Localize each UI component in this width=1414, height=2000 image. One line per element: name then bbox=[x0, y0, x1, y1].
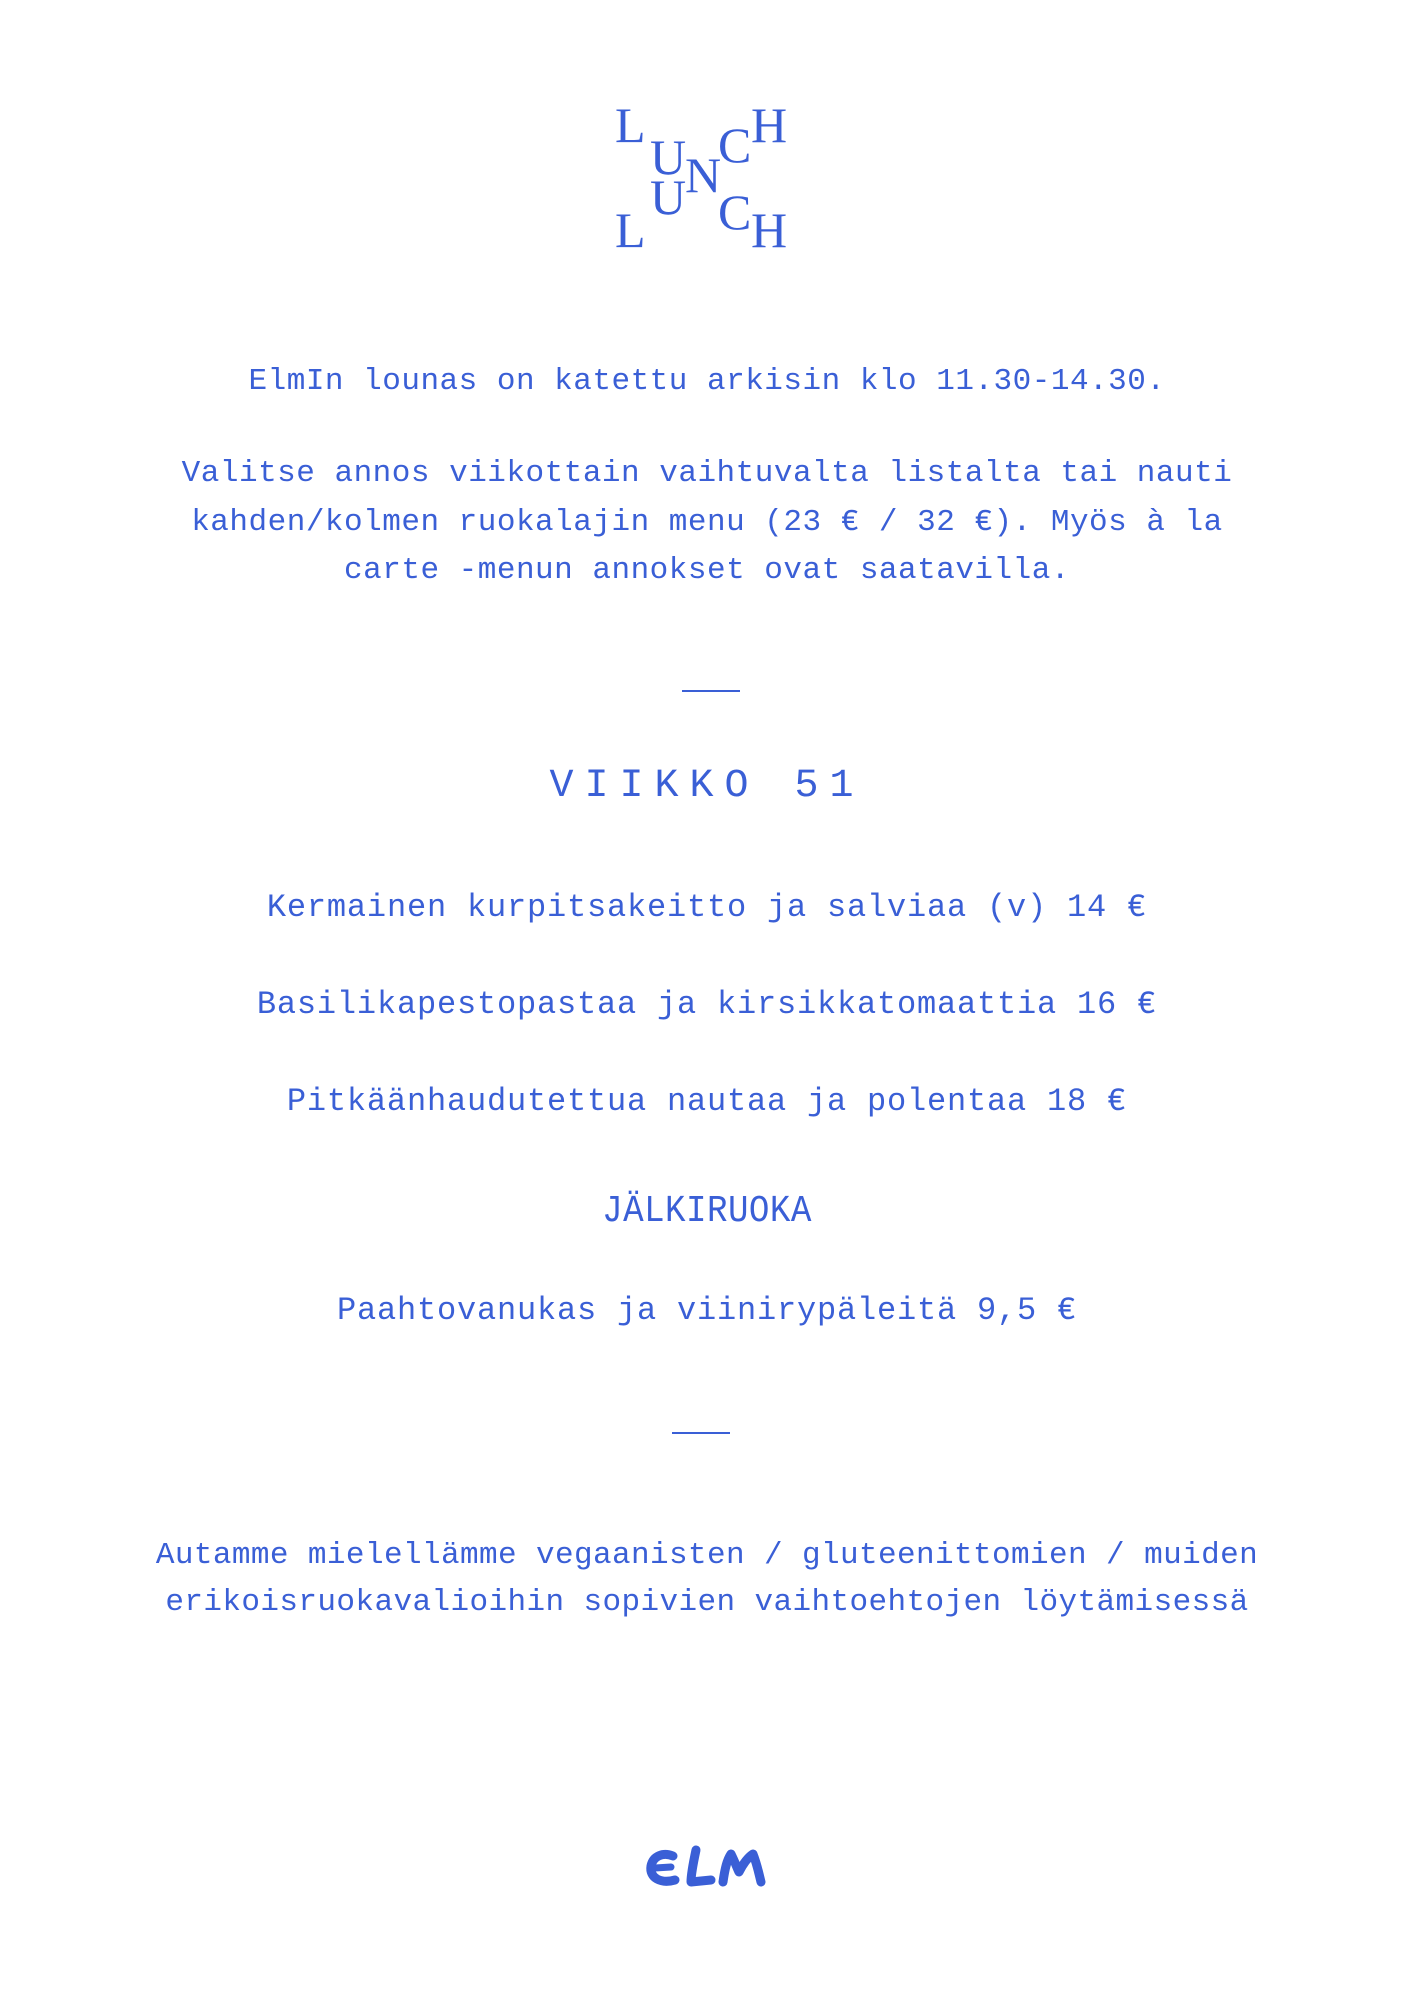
intro-line: kahden/kolmen ruokalajin menu (23 € / 32 €). Myös à la bbox=[191, 505, 1223, 540]
dessert-title: JÄLKIRUOKA bbox=[602, 1190, 812, 1233]
dietary-note: erikoisruokavalioihin sopivien vaihtoehtojen löytämisessä bbox=[165, 1585, 1249, 1620]
logo-letter: H bbox=[751, 202, 788, 258]
dietary-note: Autamme mielellämme vegaanisten / gluteenittomien / muiden bbox=[155, 1538, 1259, 1573]
logo-letter: L bbox=[615, 202, 646, 258]
intro-line: carte -menun annokset ovat saatavilla. bbox=[344, 553, 1070, 588]
divider bbox=[672, 1432, 730, 1434]
lunch-logo bbox=[615, 92, 815, 262]
logo-letter: C bbox=[718, 184, 752, 240]
dish-item: Basilikapestopastaa ja kirsikkatomaattia 16 € bbox=[256, 986, 1158, 1023]
elm-logo bbox=[641, 1838, 781, 1898]
dish-item: Pitkäänhaudutettua nautaa ja polentaa 18 € bbox=[286, 1083, 1128, 1120]
logo-letter: U bbox=[650, 129, 687, 185]
logo-letter: U bbox=[650, 169, 687, 225]
logo-letter: N bbox=[685, 147, 722, 203]
intro-line: Valitse annos viikottain vaihtuvalta listalta tai nauti bbox=[181, 456, 1233, 491]
opening-hours: ElmIn lounas on katettu arkisin klo 11.30-14.30. bbox=[248, 364, 1166, 399]
dessert-item: Paahtovanukas ja viinirypäleitä 9,5 € bbox=[336, 1292, 1078, 1329]
logo-letter: H bbox=[751, 97, 788, 153]
dish-item: Kermainen kurpitsakeitto ja salviaa (v) 14 € bbox=[266, 889, 1148, 926]
week-title: VIIKKO 51 bbox=[549, 764, 865, 809]
divider bbox=[682, 690, 740, 692]
logo-letter: C bbox=[718, 117, 752, 173]
logo-letter: L bbox=[615, 97, 646, 153]
